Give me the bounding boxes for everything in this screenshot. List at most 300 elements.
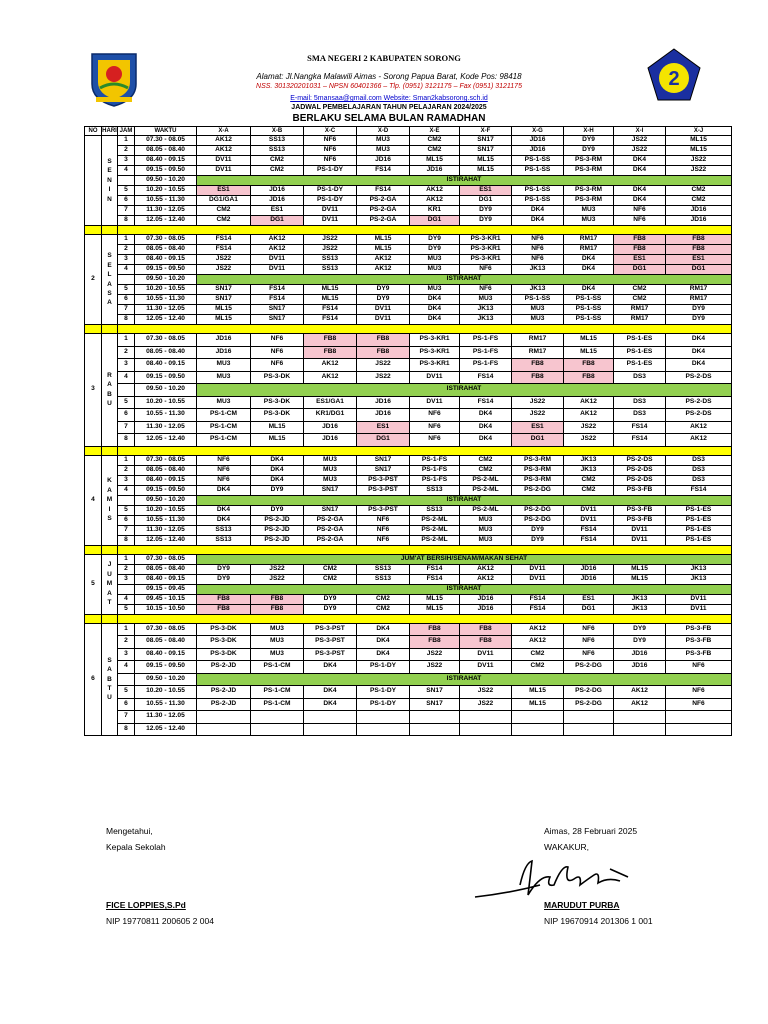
subject-cell: JS22 xyxy=(512,396,564,409)
schedule-row xyxy=(85,495,732,505)
subject-cell: JD16 xyxy=(304,434,357,447)
subject-cell: PS-1-ES xyxy=(666,535,732,545)
subject-cell: DG1 xyxy=(614,265,666,275)
subject-cell: CM2 xyxy=(512,661,564,674)
period-time: 08.05 - 08.40 xyxy=(135,245,197,255)
subject-cell: JD16 xyxy=(304,421,357,434)
break-bar: ISTIRAHAT xyxy=(197,176,732,186)
day-number xyxy=(85,136,102,226)
schedule-row xyxy=(85,698,732,711)
subject-cell: FB8 xyxy=(666,245,732,255)
period-number: 1 xyxy=(118,235,135,245)
school-address: Alamat: Jl.Nangka Malawili Aimas - Sorong Papua Barat, Kode Pos: 98418 xyxy=(256,72,522,81)
period-number: 6 xyxy=(118,698,135,711)
period-number: 3 xyxy=(118,475,135,485)
subject-cell: DK4 xyxy=(512,206,564,216)
subject-cell: SS13 xyxy=(197,535,251,545)
day-name: S E N I N xyxy=(102,136,118,226)
subject-cell: MU3 xyxy=(460,535,512,545)
subject-cell: CM2 xyxy=(460,455,512,465)
subject-cell: DY9 xyxy=(410,235,460,245)
column-header: X-E xyxy=(410,127,460,136)
period-time: 10.20 - 10.55 xyxy=(135,285,197,295)
subject-cell: PS-1-FS xyxy=(410,465,460,475)
day-name: J U M A T xyxy=(102,554,118,614)
subject-cell: DV11 xyxy=(460,648,512,661)
period-number: 3 xyxy=(118,648,135,661)
place-date: Aimas, 28 Februari 2025 xyxy=(544,826,638,836)
subject-cell: PS-3-PST xyxy=(304,636,357,649)
subject-cell: CM2 xyxy=(614,295,666,305)
school-email-website[interactable]: E-mail: 5mansaa@gmail.com Website: Sman2kabsorong.sch.id xyxy=(290,95,488,102)
schedule-row xyxy=(85,711,732,724)
subject-cell: DY9 xyxy=(512,525,564,535)
subject-cell: MU3 xyxy=(512,305,564,315)
period-time: 09.50 - 10.20 xyxy=(135,384,197,397)
subject-cell: DK4 xyxy=(410,315,460,325)
subject-cell: RM17 xyxy=(666,285,732,295)
subject-cell: PS-3-PST xyxy=(304,648,357,661)
subject-cell: MU3 xyxy=(410,255,460,265)
period-time: 08.40 - 09.15 xyxy=(135,156,197,166)
schedule-row xyxy=(85,275,732,285)
subject-cell: PS-3-RM xyxy=(564,156,614,166)
schedule-row xyxy=(85,396,732,409)
subject-cell: PS-2-ML xyxy=(460,505,512,515)
subject-cell: PS-2-ML xyxy=(460,485,512,495)
subject-cell: NF6 xyxy=(410,421,460,434)
period-number: 4 xyxy=(118,661,135,674)
schedule-row xyxy=(85,285,732,295)
subject-cell: PS-1-DY xyxy=(357,661,410,674)
schedule-row xyxy=(85,661,732,674)
subject-cell: KR1 xyxy=(410,206,460,216)
handwritten-signature xyxy=(470,855,640,905)
subject-cell: MU3 xyxy=(460,515,512,525)
subject-cell: JD16 xyxy=(614,648,666,661)
column-header: HARI xyxy=(102,128,117,134)
subject-cell: DG1 xyxy=(357,434,410,447)
subject-cell: JD16 xyxy=(410,166,460,176)
subject-cell: PS-1-CM xyxy=(197,409,251,422)
subject-cell: RM17 xyxy=(564,235,614,245)
subject-cell: ML15 xyxy=(197,315,251,325)
subject-cell: AK12 xyxy=(512,623,564,636)
subject-cell: FB8 xyxy=(666,235,732,245)
subject-cell: NF6 xyxy=(357,515,410,525)
period-time: 10.20 - 10.55 xyxy=(135,505,197,515)
break-bar: ISTIRAHAT xyxy=(197,384,732,397)
subject-cell: MU3 xyxy=(304,475,357,485)
day-number: 5 xyxy=(85,554,102,614)
schedule-row xyxy=(85,235,732,245)
subject-cell xyxy=(564,711,614,724)
subject-cell: SS13 xyxy=(304,265,357,275)
subject-cell: AK12 xyxy=(304,359,357,372)
day-name: K A M I S xyxy=(102,455,118,545)
subject-cell xyxy=(304,711,357,724)
principal-nip: NIP 19770811 200605 2 004 xyxy=(106,916,214,926)
subject-cell: FS14 xyxy=(460,371,512,384)
subject-cell: DS3 xyxy=(614,409,666,422)
subject-cell: AK12 xyxy=(197,146,251,156)
subject-cell xyxy=(251,723,304,736)
subject-cell: RM17 xyxy=(666,295,732,305)
subject-cell: AK12 xyxy=(460,564,512,574)
subject-cell: DG1 xyxy=(666,265,732,275)
subject-cell: ML15 xyxy=(564,334,614,347)
subject-cell: NF6 xyxy=(564,636,614,649)
subject-cell: FB8 xyxy=(410,636,460,649)
period-time: 08.40 - 09.15 xyxy=(135,255,197,265)
subject-cell: DK4 xyxy=(251,455,304,465)
period-number: 5 xyxy=(118,686,135,699)
subject-cell: PS-3-DK xyxy=(251,409,304,422)
period-number: 4 xyxy=(118,371,135,384)
subject-cell: SN17 xyxy=(251,315,304,325)
subject-cell: JD16 xyxy=(512,146,564,156)
subject-cell: JS22 xyxy=(614,146,666,156)
subject-cell: JS22 xyxy=(304,245,357,255)
period-time: 10.15 - 10.50 xyxy=(135,604,197,614)
subject-cell: PS-2-DS xyxy=(666,409,732,422)
subject-cell: NF6 xyxy=(304,146,357,156)
period-time: 09.15 - 09.50 xyxy=(135,485,197,495)
subject-cell: PS-1-CM xyxy=(251,661,304,674)
subject-cell: FB8 xyxy=(197,604,251,614)
subject-cell: MU3 xyxy=(410,285,460,295)
subject-cell: ML15 xyxy=(512,698,564,711)
subject-cell: JD16 xyxy=(564,574,614,584)
subject-cell: NF6 xyxy=(304,136,357,146)
curriculum-vice-nip: NIP 19670914 201306 1 001 xyxy=(544,916,653,926)
period-time: 10.55 - 11.30 xyxy=(135,295,197,305)
subject-cell: PS-1-SS xyxy=(512,186,564,196)
subject-cell: AK12 xyxy=(304,371,357,384)
subject-cell: JD16 xyxy=(197,334,251,347)
schedule-row xyxy=(85,384,732,397)
schedule-row xyxy=(85,525,732,535)
period-number: 2 xyxy=(118,346,135,359)
subject-cell: SN17 xyxy=(357,455,410,465)
column-header: X-A xyxy=(197,127,251,136)
period-number: 2 xyxy=(118,465,135,475)
period-number: 2 xyxy=(118,146,135,156)
subject-cell: FS14 xyxy=(357,166,410,176)
subject-cell: DY9 xyxy=(666,305,732,315)
subject-cell xyxy=(460,723,512,736)
subject-cell: JD16 xyxy=(460,604,512,614)
subject-cell: DV11 xyxy=(197,156,251,166)
letterhead xyxy=(0,40,768,128)
subject-cell: SN17 xyxy=(304,485,357,495)
subject-cell: DS3 xyxy=(614,371,666,384)
subject-cell: PS-1-CM xyxy=(197,434,251,447)
subject-cell: PS-3-FB xyxy=(666,648,732,661)
subject-cell: FS14 xyxy=(564,525,614,535)
subject-cell: JK13 xyxy=(564,465,614,475)
subject-cell: JS22 xyxy=(251,564,304,574)
subject-cell: JK13 xyxy=(614,604,666,614)
subject-cell: DK4 xyxy=(304,698,357,711)
period-number: 5 xyxy=(118,396,135,409)
subject-cell: ML15 xyxy=(251,434,304,447)
period-time: 07.30 - 08.05 xyxy=(135,334,197,347)
subject-cell: FS14 xyxy=(304,315,357,325)
schedule-row xyxy=(85,584,732,594)
subject-cell: DK4 xyxy=(614,186,666,196)
subject-cell: PS-1-FS xyxy=(460,334,512,347)
subject-cell: DV11 xyxy=(614,535,666,545)
schedule-row xyxy=(85,604,732,614)
table-header-row xyxy=(85,127,732,136)
subject-cell: PS-3-FB xyxy=(614,485,666,495)
subject-cell xyxy=(197,723,251,736)
column-header: X-C xyxy=(304,127,357,136)
subject-cell: PS-3-KR1 xyxy=(410,359,460,372)
subject-cell: DS3 xyxy=(666,465,732,475)
subject-cell: PS-1-DY xyxy=(304,186,357,196)
subject-cell: PS-1-CM xyxy=(251,686,304,699)
subject-cell: JD16 xyxy=(357,409,410,422)
subject-cell: JD16 xyxy=(251,196,304,206)
subject-cell: PS-1-FS xyxy=(410,455,460,465)
subject-cell: ES1 xyxy=(666,255,732,265)
subject-cell: CM2 xyxy=(197,216,251,226)
period-number: 1 xyxy=(118,554,135,564)
subject-cell: PS-3-DK xyxy=(251,371,304,384)
period-time: 12.05 - 12.40 xyxy=(135,535,197,545)
subject-cell xyxy=(410,723,460,736)
subject-cell: FS14 xyxy=(614,434,666,447)
subject-cell: PS-2-DG xyxy=(512,485,564,495)
school-nss: NSS. 301320201031 – NPSN 60401366 – Tlp. (0951) 3121175 – Fax (0951) 3121175 xyxy=(256,83,522,90)
subject-cell: DK4 xyxy=(666,359,732,372)
subject-cell: DK4 xyxy=(666,334,732,347)
subject-cell: CM2 xyxy=(564,485,614,495)
subject-cell: JK13 xyxy=(564,455,614,465)
subject-cell: MU3 xyxy=(197,371,251,384)
period-time: 07.30 - 08.05 xyxy=(135,235,197,245)
subject-cell: JD16 xyxy=(512,136,564,146)
subject-cell: MU3 xyxy=(304,465,357,475)
subject-cell: NF6 xyxy=(357,535,410,545)
column-header: X-J xyxy=(666,127,732,136)
subject-cell: ML15 xyxy=(357,245,410,255)
subject-cell: DK4 xyxy=(460,421,512,434)
subject-cell: NF6 xyxy=(512,245,564,255)
subject-cell: FB8 xyxy=(357,346,410,359)
subject-cell: CM2 xyxy=(357,594,410,604)
subject-cell: DY9 xyxy=(666,315,732,325)
subject-cell: ES1 xyxy=(460,186,512,196)
period-number: 5 xyxy=(118,285,135,295)
subject-cell: MU3 xyxy=(564,216,614,226)
subject-cell: ML15 xyxy=(512,686,564,699)
subject-cell: DV11 xyxy=(357,305,410,315)
subject-cell: DG1 xyxy=(251,216,304,226)
subject-cell xyxy=(666,723,732,736)
schedule-row xyxy=(85,554,732,564)
subject-cell: PS-3-KR1 xyxy=(460,245,512,255)
subject-cell: PS-3-FB xyxy=(666,636,732,649)
subject-cell: PS-2-JD xyxy=(197,686,251,699)
subject-cell: DS3 xyxy=(666,455,732,465)
schedule-row xyxy=(85,515,732,525)
subject-cell: DY9 xyxy=(304,594,357,604)
subject-cell: NF6 xyxy=(666,661,732,674)
subject-cell: NF6 xyxy=(304,156,357,166)
subject-cell: MU3 xyxy=(357,146,410,156)
subject-cell: ML15 xyxy=(460,156,512,166)
schedule-row xyxy=(85,186,732,196)
subject-cell: DY9 xyxy=(512,535,564,545)
subject-cell: FB8 xyxy=(304,334,357,347)
subject-cell: SS13 xyxy=(410,485,460,495)
subject-cell: CM2 xyxy=(410,146,460,156)
subject-cell: DK4 xyxy=(564,265,614,275)
schedule-row xyxy=(85,594,732,604)
subject-cell: PS-2-ML xyxy=(410,535,460,545)
subject-cell: AK12 xyxy=(564,409,614,422)
subject-cell: ML15 xyxy=(614,574,666,584)
subject-cell: PS-2-GA xyxy=(304,535,357,545)
subject-cell: CM2 xyxy=(357,604,410,614)
subject-cell: NF6 xyxy=(251,334,304,347)
subject-cell: JK13 xyxy=(666,564,732,574)
subject-cell: NF6 xyxy=(197,465,251,475)
subject-cell: DV11 xyxy=(251,255,304,265)
subject-cell: AK12 xyxy=(666,434,732,447)
principal-name: FICE LOPPIES,S.Pd xyxy=(106,900,186,910)
schedule-row xyxy=(85,371,732,384)
subject-cell: ES1 xyxy=(512,421,564,434)
period-number: 1 xyxy=(118,334,135,347)
subject-cell: CM2 xyxy=(512,648,564,661)
subject-cell: ES1/GA1 xyxy=(304,396,357,409)
subject-cell: PS-2-DG xyxy=(512,515,564,525)
period-number: 2 xyxy=(118,245,135,255)
subject-cell: PS-3-RM xyxy=(564,186,614,196)
subject-cell: NF6 xyxy=(410,434,460,447)
subject-cell: CM2 xyxy=(251,166,304,176)
subject-cell: DY9 xyxy=(614,636,666,649)
subject-cell: JK13 xyxy=(512,285,564,295)
subject-cell: JS22 xyxy=(197,255,251,265)
subject-cell: AK12 xyxy=(614,686,666,699)
break-bar: ISTIRAHAT xyxy=(197,275,732,285)
subject-cell: FS14 xyxy=(304,305,357,315)
subject-cell xyxy=(357,723,410,736)
subject-cell: JD16 xyxy=(460,594,512,604)
subject-cell xyxy=(512,723,564,736)
period-number xyxy=(118,584,135,594)
subject-cell: NF6 xyxy=(666,698,732,711)
subject-cell: PS-2-DG xyxy=(564,686,614,699)
period-number: 8 xyxy=(118,315,135,325)
period-number: 2 xyxy=(118,636,135,649)
schedule-row xyxy=(85,196,732,206)
subject-cell: JS22 xyxy=(512,409,564,422)
subject-cell: FB8 xyxy=(614,245,666,255)
subject-cell: MU3 xyxy=(197,396,251,409)
subject-cell: DS3 xyxy=(614,396,666,409)
subject-cell: RM17 xyxy=(564,245,614,255)
subject-cell: JS22 xyxy=(357,359,410,372)
subject-cell: DY9 xyxy=(197,564,251,574)
subject-cell: PS-2-DS xyxy=(614,465,666,475)
subject-cell: PS-1-ES xyxy=(666,515,732,525)
subject-cell: PS-3-RM xyxy=(512,465,564,475)
subject-cell: DK4 xyxy=(304,686,357,699)
subject-cell xyxy=(614,711,666,724)
subject-cell: FB8 xyxy=(251,594,304,604)
subject-cell: MU3 xyxy=(251,648,304,661)
subject-cell: DK4 xyxy=(357,636,410,649)
period-time: 09.50 - 10.20 xyxy=(135,176,197,186)
subject-cell: ML15 xyxy=(197,305,251,315)
period-time: 09.50 - 10.20 xyxy=(135,673,197,686)
subject-cell: ES1 xyxy=(564,594,614,604)
subject-cell: ES1 xyxy=(251,206,304,216)
subject-cell: SS13 xyxy=(251,146,304,156)
subject-cell: DG1 xyxy=(564,604,614,614)
subject-cell: PS-1-SS xyxy=(512,196,564,206)
day-separator xyxy=(85,614,732,623)
acknowledged-label: Mengetahui, xyxy=(106,826,153,836)
subject-cell: PS-1-DY xyxy=(304,166,357,176)
subject-cell: DK4 xyxy=(197,505,251,515)
subject-cell: JD16 xyxy=(614,661,666,674)
period-time: 09.50 - 10.20 xyxy=(135,495,197,505)
subject-cell: DK4 xyxy=(460,434,512,447)
subject-cell: DV11 xyxy=(512,564,564,574)
subject-cell: DK4 xyxy=(197,515,251,525)
subject-cell xyxy=(357,711,410,724)
subject-cell: JD16 xyxy=(197,346,251,359)
subject-cell: AK12 xyxy=(357,265,410,275)
school-logo-number: 2 xyxy=(668,68,680,90)
subject-cell: DV11 xyxy=(357,315,410,325)
subject-cell: DK4 xyxy=(614,196,666,206)
subject-cell: FB8 xyxy=(564,371,614,384)
break-bar: ISTIRAHAT xyxy=(197,673,732,686)
subject-cell: DK4 xyxy=(614,166,666,176)
schedule-row xyxy=(85,295,732,305)
column-header: X-H xyxy=(564,127,614,136)
subject-cell: PS-3-DK xyxy=(197,648,251,661)
column-header: NO xyxy=(85,127,102,136)
subject-cell: PS-3-KR1 xyxy=(410,334,460,347)
subject-cell: NF6 xyxy=(512,235,564,245)
subject-cell: DY9 xyxy=(251,485,304,495)
subject-cell: FB8 xyxy=(460,636,512,649)
subject-cell: SS13 xyxy=(197,525,251,535)
subject-cell: DV11 xyxy=(614,525,666,535)
schedule-row xyxy=(85,206,732,216)
subject-cell: PS-1-SS xyxy=(512,166,564,176)
subject-cell: NF6 xyxy=(564,648,614,661)
subject-cell: DK4 xyxy=(460,409,512,422)
subject-cell: FB8 xyxy=(304,346,357,359)
subject-cell: DV11 xyxy=(666,604,732,614)
subject-cell: ML15 xyxy=(410,156,460,166)
subject-cell: FS14 xyxy=(251,295,304,305)
subject-cell: SN17 xyxy=(410,698,460,711)
subject-cell: DV11 xyxy=(251,265,304,275)
curriculum-vice-title: WAKAKUR, xyxy=(544,842,590,852)
subject-cell: RM17 xyxy=(614,305,666,315)
